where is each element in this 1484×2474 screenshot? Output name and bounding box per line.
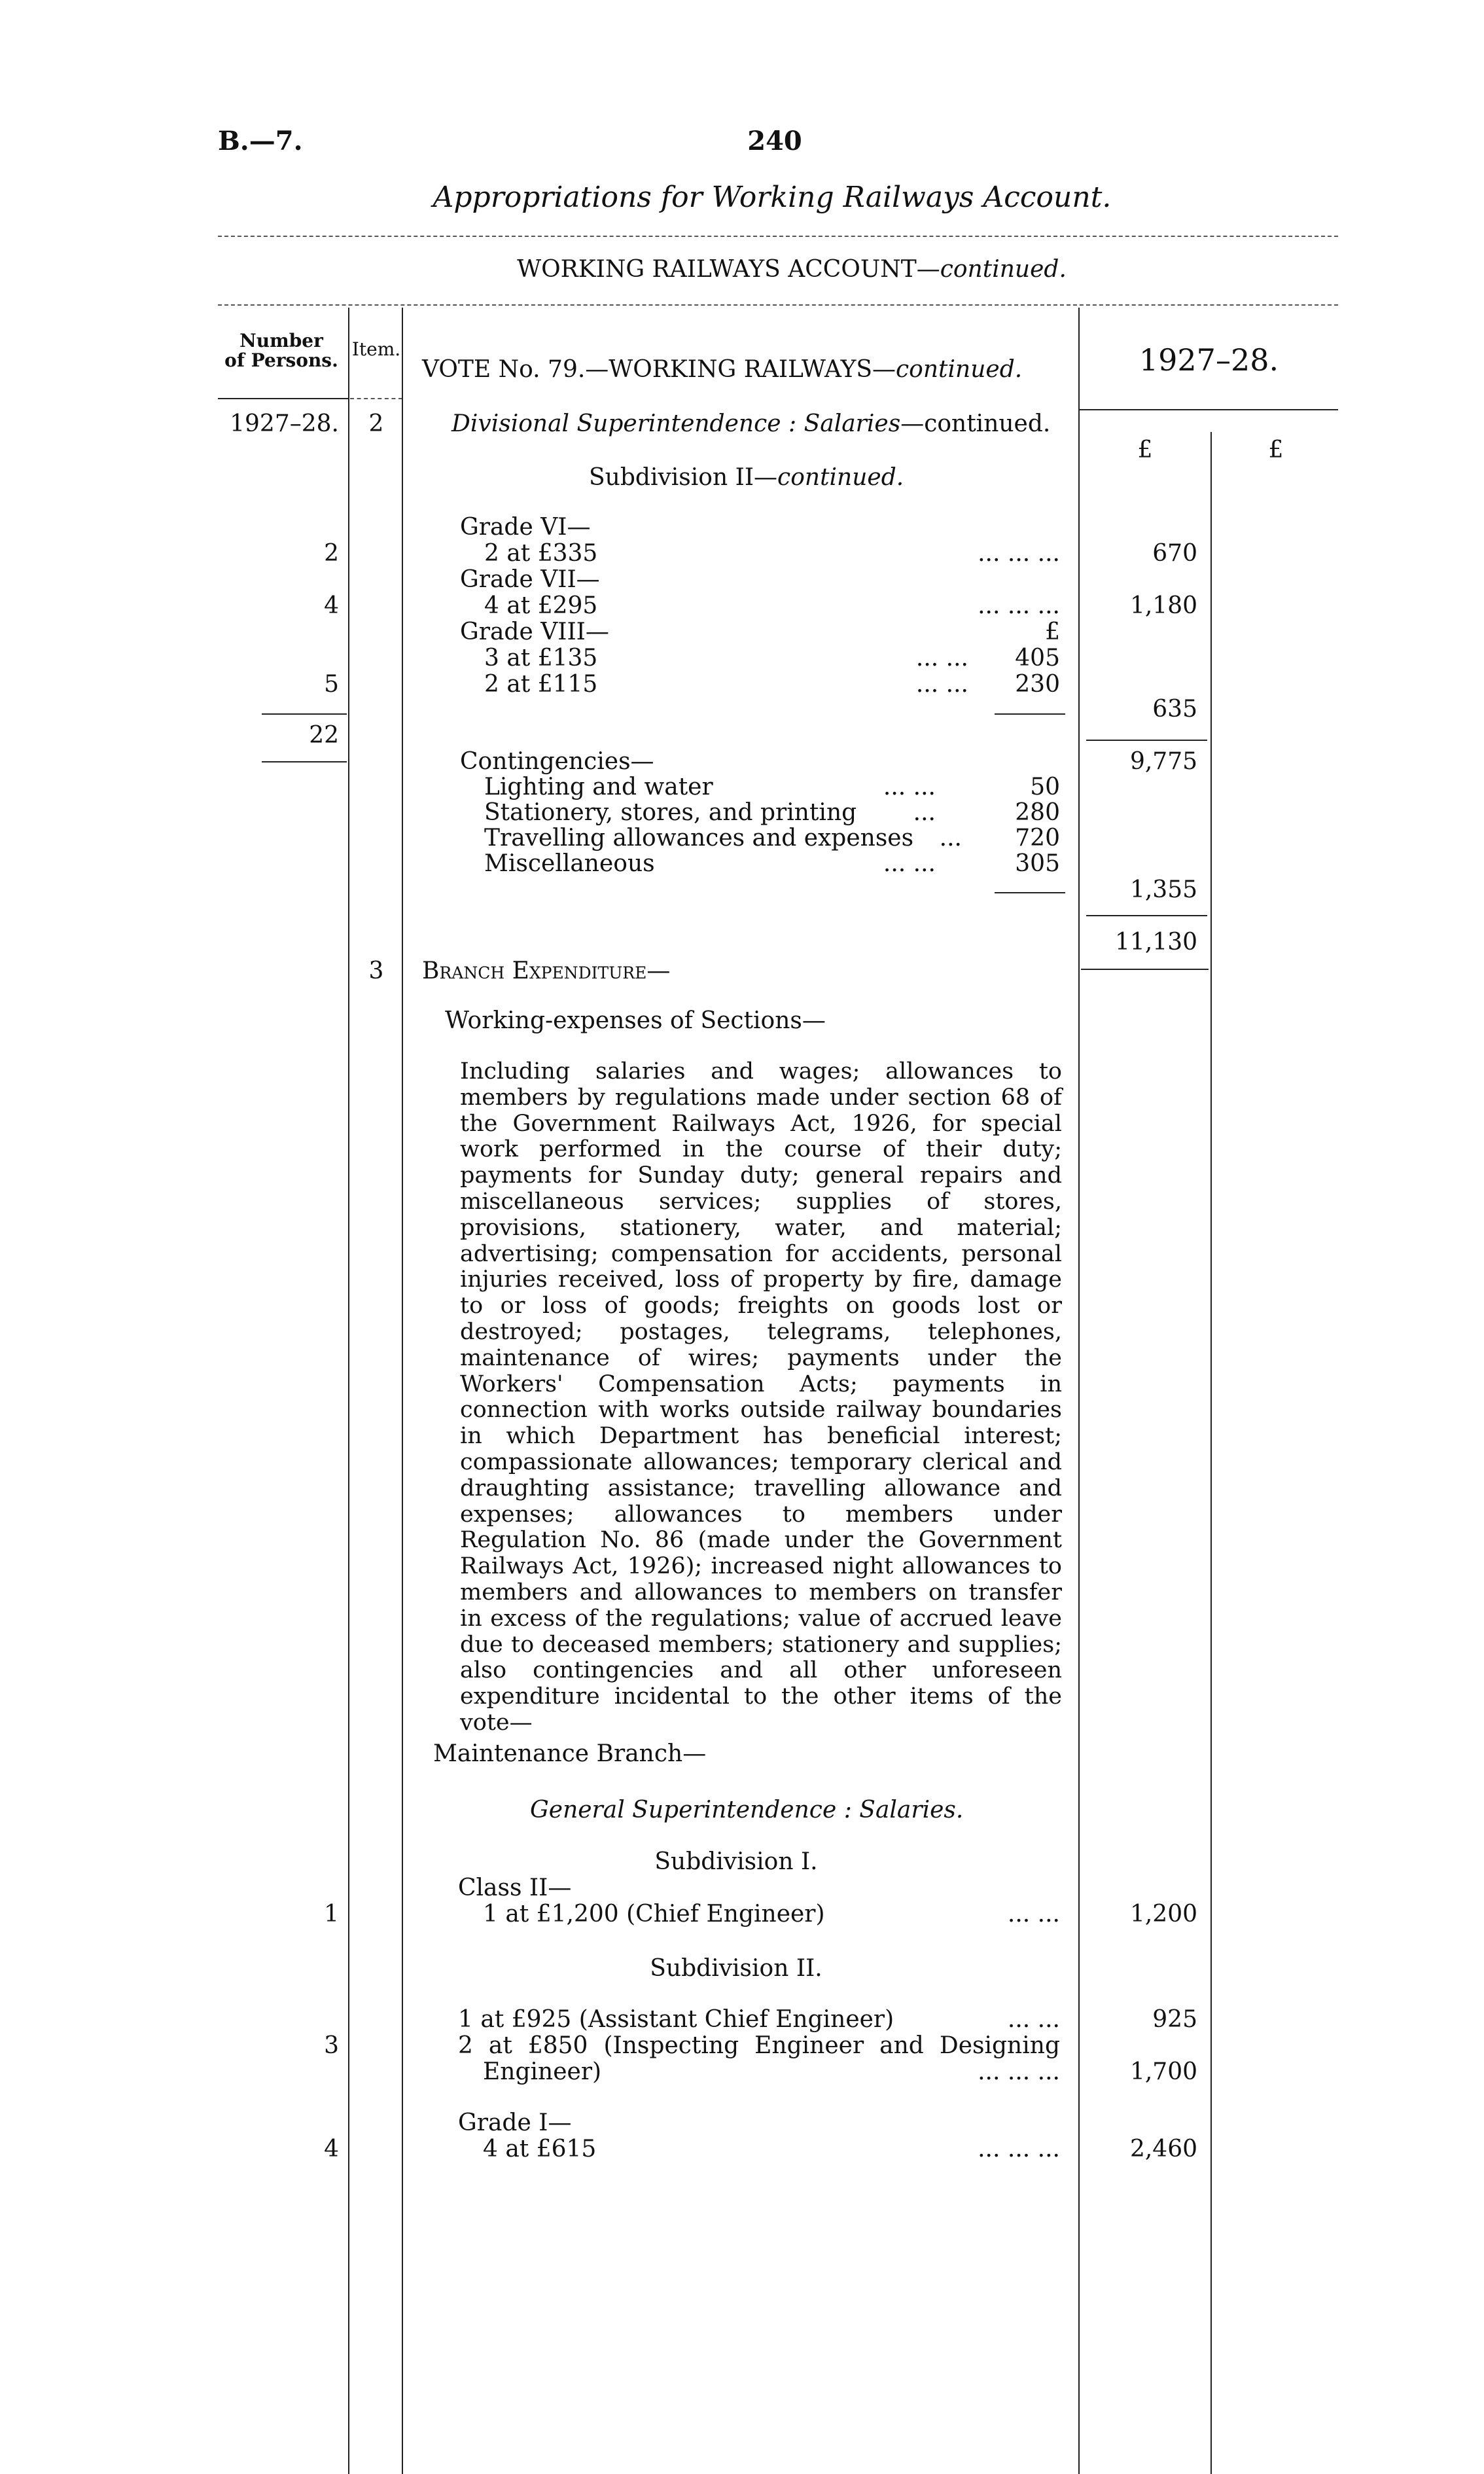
contingency-label: Travelling allowances and expenses bbox=[484, 825, 914, 852]
contingency-amount: 50 bbox=[1030, 774, 1060, 800]
contingency-sum-rule bbox=[995, 892, 1065, 893]
title-rule bbox=[218, 236, 1338, 237]
leader-dots: ... bbox=[913, 799, 936, 826]
leader-dots: ... ... ... bbox=[978, 2058, 1060, 2085]
subtitle-italic: continued. bbox=[940, 256, 1067, 283]
class-label: Class II— bbox=[458, 1874, 572, 1901]
contingency-label: Miscellaneous bbox=[484, 850, 655, 877]
leader-dots: ... ... bbox=[915, 671, 968, 698]
leader-dots: ... ... ... bbox=[978, 592, 1060, 619]
chief-engineer-detail: 1 at £1,200 (Chief Engineer) bbox=[483, 1901, 825, 1927]
account-subtitle bbox=[366, 257, 1217, 283]
leader-dots: ... ... bbox=[915, 645, 968, 672]
persons-count: 5 bbox=[324, 671, 339, 698]
amount: 925 bbox=[1152, 2006, 1197, 2033]
grade-detail: 4 at £295 bbox=[484, 592, 598, 619]
amount: 1,180 bbox=[1129, 592, 1197, 619]
amount: 2,460 bbox=[1129, 2136, 1197, 2162]
leader-dots: ... ... bbox=[883, 850, 936, 877]
inner-sum-rule bbox=[995, 713, 1065, 715]
page-title: Appropriations for Working Railways Account. bbox=[433, 181, 1112, 214]
inspecting-engineer-detail-cont: Engineer) bbox=[483, 2058, 602, 2085]
year-header: 1927–28. bbox=[1139, 342, 1279, 378]
item-number-3: 3 bbox=[368, 958, 384, 984]
general-superintendence-heading bbox=[530, 1797, 963, 1823]
document-reference: B.—7. bbox=[218, 126, 303, 156]
grade-label: Grade I— bbox=[458, 2109, 572, 2136]
amount-column-rule bbox=[1210, 432, 1212, 2474]
subdivision-main: Subdivision II— bbox=[589, 464, 778, 491]
persons-sum-rule bbox=[262, 713, 347, 715]
amount: 670 bbox=[1152, 540, 1197, 567]
leader-dots: ... ... ... bbox=[978, 540, 1060, 567]
subtitle-main: WORKING RAILWAYS ACCOUNT— bbox=[517, 256, 940, 283]
persons-count: 4 bbox=[324, 592, 339, 619]
item-number-2: 2 bbox=[368, 410, 384, 437]
divisional-heading-italic: Divisional Superintendence : Salaries bbox=[451, 410, 901, 437]
persons-header-line1: Number bbox=[239, 330, 323, 351]
subdivision-two-heading: Subdivision II. bbox=[650, 1955, 822, 1982]
working-expenses-heading: Working-expenses of Sections— bbox=[445, 1007, 826, 1034]
leader-dots: ... ... bbox=[883, 774, 936, 800]
grade-detail: 4 at £615 bbox=[483, 2136, 597, 2162]
persons-header-line2: of Persons. bbox=[224, 350, 338, 371]
maintenance-branch-heading: Maintenance Branch— bbox=[433, 1740, 707, 1767]
gen-sup-italic: General Superintendence : bbox=[530, 1797, 852, 1823]
vote-heading bbox=[422, 357, 1022, 383]
divisional-heading-rest: —continued. bbox=[900, 410, 1051, 437]
grade-label: Grade VIII— bbox=[460, 618, 609, 645]
salaries-total: 9,775 bbox=[1129, 748, 1197, 775]
grade-label: Grade VI— bbox=[460, 514, 591, 541]
persons-count: 3 bbox=[324, 2032, 339, 2059]
persons-count: 1 bbox=[324, 1901, 339, 1927]
pound-sign-column2: £ bbox=[1268, 437, 1284, 463]
item-header: Item. bbox=[351, 338, 401, 360]
vote-italic: continued. bbox=[896, 356, 1023, 383]
contingencies-heading: Contingencies— bbox=[460, 748, 654, 775]
vote-main: VOTE No. 79.—WORKING RAILWAYS— bbox=[422, 356, 896, 383]
page-number: 240 bbox=[747, 126, 802, 156]
header-rule bbox=[218, 304, 1338, 306]
grade-detail: 2 at £335 bbox=[484, 540, 598, 567]
grand-total: 11,130 bbox=[1115, 929, 1197, 956]
item-column-rule bbox=[402, 308, 403, 2474]
subdivision-italic: continued. bbox=[777, 464, 904, 491]
grade-label: Grade VII— bbox=[460, 566, 600, 593]
leader-dots: ... ... ... bbox=[978, 2136, 1060, 2162]
persons-column-rule bbox=[348, 308, 349, 2474]
contingency-amount: 280 bbox=[1015, 799, 1060, 826]
salaries-sum-rule bbox=[1086, 740, 1207, 741]
leader-dots: ... bbox=[939, 825, 962, 852]
persons-count: 2 bbox=[324, 540, 339, 567]
subdivision-heading bbox=[589, 465, 904, 491]
contingencies-total: 1,355 bbox=[1129, 876, 1197, 903]
amount: 1,200 bbox=[1129, 1901, 1197, 1927]
description-column-rule bbox=[1078, 308, 1080, 2474]
inner-amount: 405 bbox=[1015, 645, 1060, 672]
inspecting-engineer-detail: 2 at £850 (Inspecting Engineer and Designing bbox=[458, 2032, 1060, 2059]
persons-header-rule bbox=[218, 398, 349, 399]
gen-sup-rest: Salaries. bbox=[859, 1797, 964, 1823]
contingency-label: Stationery, stores, and printing bbox=[484, 799, 857, 826]
branch-expenditure-heading: Branch Expenditure— bbox=[422, 958, 671, 984]
divisional-heading bbox=[451, 411, 1050, 437]
grade-detail: 3 at £135 bbox=[484, 645, 598, 672]
grade-detail: 2 at £115 bbox=[484, 671, 598, 698]
subdivision-one-heading: Subdivision I. bbox=[654, 1848, 818, 1875]
persons-year-label: 1927–28. bbox=[230, 410, 339, 437]
amount: 1,700 bbox=[1129, 2058, 1197, 2085]
leader-dots: ... ... bbox=[1007, 2006, 1060, 2033]
leader-dots: ... ... bbox=[1007, 1901, 1060, 1927]
grand-sum-rule bbox=[1086, 915, 1207, 916]
grand-total-rule bbox=[1081, 969, 1209, 970]
persons-total: 22 bbox=[309, 722, 339, 749]
item-header-rule bbox=[350, 398, 402, 399]
expenditure-description: Including salaries and wages; allowances to members by regulations made under section 68 of the Government Railways Act, 1926, for special work performed in the course of their duty; payments for Sunday duty; general repairs and miscellaneous services; supplies of stores, provisions, stationery, water, and material; advertising; compensation for accidents, personal injuries received, loss of property by fire, damage to or loss of goods; freights on goods lost or destroyed; postages, telegrams, telephones, maintenance of wires; payments under the Workers' Compensation Acts; payments in connection with works outside railway boundaries in which Department has beneficial interest; compassionate allowances; temporary clerical and draughting assistance; travelling allowance and expenses; allowances to members under Regulation No. 86 (made under the Government Railways Act, 1926); increased night allowances to members and allowances to members on transfer in excess of the regulations; value of accrued leave due to deceased members; stationery and supplies; also contingencies and all other unforeseen expenditure incidental to the other items of the vote— bbox=[460, 1058, 1062, 1736]
contingency-label: Lighting and water bbox=[484, 774, 713, 800]
pound-sign-column1: £ bbox=[1137, 437, 1153, 463]
persons-count: 4 bbox=[324, 2136, 339, 2162]
inner-amount: 230 bbox=[1015, 671, 1060, 698]
year-header-rule bbox=[1080, 409, 1338, 410]
inner-pound-sign: £ bbox=[1045, 618, 1060, 645]
grade8-total: 635 bbox=[1152, 696, 1197, 723]
contingency-amount: 720 bbox=[1015, 825, 1060, 852]
contingency-amount: 305 bbox=[1015, 850, 1060, 877]
persons-total-rule bbox=[262, 761, 347, 762]
assistant-engineer-detail: 1 at £925 (Assistant Chief Engineer) bbox=[458, 2006, 894, 2033]
